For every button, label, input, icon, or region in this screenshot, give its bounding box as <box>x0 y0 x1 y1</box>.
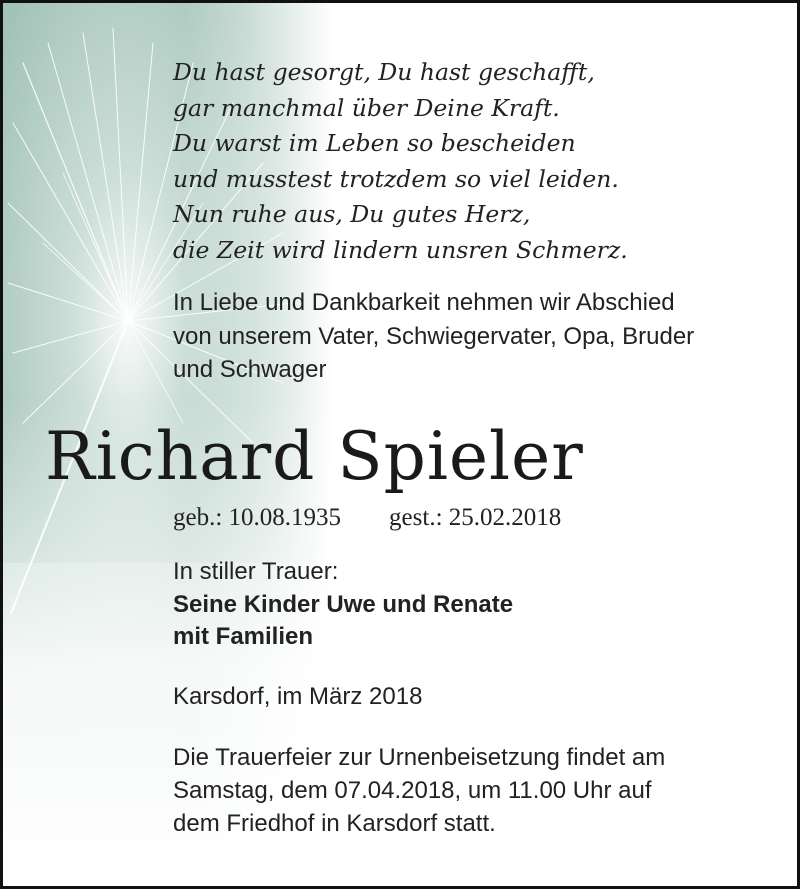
poem-line: gar manchmal über Deine Kraft. <box>173 93 560 122</box>
ceremony-line: Die Trauerfeier zur Urnenbeisetzung findet am <box>173 744 666 771</box>
farewell-intro <box>173 286 694 387</box>
intro-line: und Schwager <box>173 356 327 383</box>
ceremony-line: Samstag, dem 07.04.2018, um 11.00 Uhr auf <box>173 777 652 804</box>
intro-line: von unserem Vater, Schwiegervater, Opa, Bruder <box>173 322 695 350</box>
mourners-block <box>173 556 513 654</box>
mourners-line: mit Familien <box>173 623 314 650</box>
poem-verse <box>173 55 628 268</box>
birth-date: geb.: 10.08.1935 <box>173 504 342 531</box>
poem-line: Du hast gesorgt, Du hast geschafft, <box>173 58 595 86</box>
poem-line: Du warst im Leben so bescheiden <box>173 129 576 157</box>
ceremony-line: dem Friedhof in Karsdorf statt. <box>173 810 496 837</box>
death-date: gest.: 25.02.2018 <box>389 504 562 531</box>
life-dates <box>173 503 561 533</box>
intro-line: In Liebe und Dankbarkeit nehmen wir Abschied <box>173 289 675 316</box>
poem-line: die Zeit wird lindern unsren Schmerz. <box>173 235 628 264</box>
deceased-name: Richard Spieler <box>45 418 584 495</box>
poem-line: Nun ruhe aus, Du gutes Herz, <box>173 200 531 228</box>
mourners-line: Seine Kinder Uwe und Renate <box>173 590 514 618</box>
place-date: Karsdorf, im März 2018 <box>173 683 423 710</box>
poem-line: und musstest trotzdem so viel leiden. <box>173 164 619 193</box>
mourners-heading: In stiller Trauer: <box>173 558 339 585</box>
ceremony-info <box>173 741 665 840</box>
